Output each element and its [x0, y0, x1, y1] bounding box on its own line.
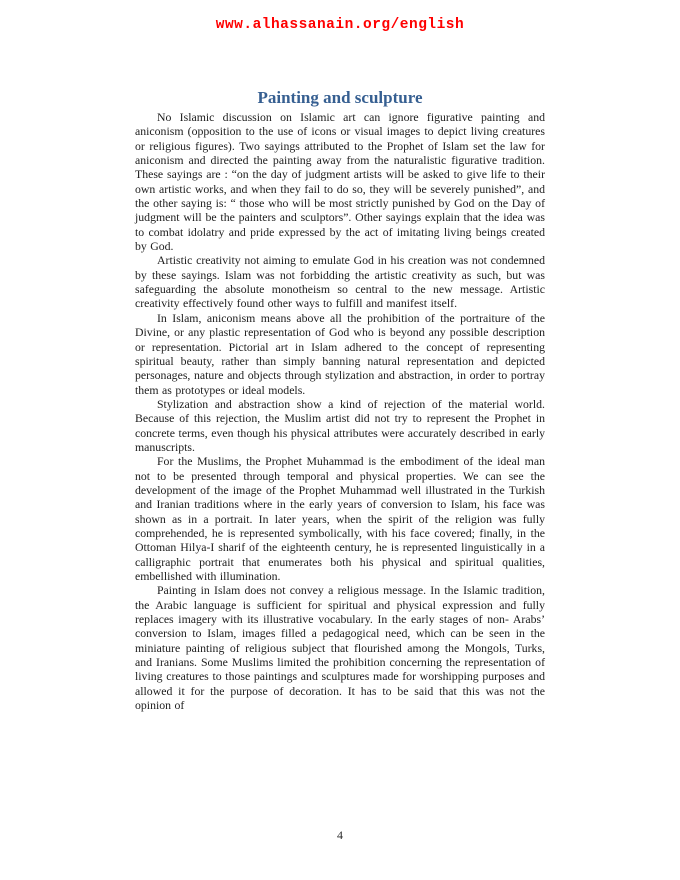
- body-paragraph: Painting in Islam does not convey a religious message. In the Islamic tradition, the Arabic language is sufficient for spiritual and physical expression and fully replaces imagery with its illustrative vocabulary. In the early stages of non- Arabs’ conversion to Islam, images filled a pedagogical need, which can be seen in the miniature painting of religious subject that flourished among the Mongols, Turks, and Iranians. Some Muslims limited the prohibition concerning the representation of living creatures to those paintings and sculptures made for worshipping purposes and allowed it for the purpose of decoration. It has to be said that this was not the opinion of: [135, 583, 545, 713]
- body-paragraph: Stylization and abstraction show a kind of rejection of the material world. Because of this rejection, the Muslim artist did not try to represent the Prophet in concrete terms, even though his physical attributes were accurately described in early manuscripts.: [135, 396, 545, 454]
- page-title: Painting and sculpture: [257, 88, 423, 107]
- body-paragraph: No Islamic discussion on Islamic art can ignore figurative painting and aniconism (opposition to the use of icons or visual images to depict living creatures or religious figures). Two sayings attributed to the Prophet of Islam set the law for aniconism and directed the painting away from the naturalistic figurative tradition. These sayings are : “on the day of judgment artists will be asked to give life to their own artistic works, and when they fail to do so, they will be severely punished”, and the other saying is: “ those who will be most strictly punished by God on the Day of judgment will be the painters and sculptors”. Other sayings explain that the idea was to combat idolatry and pride expressed by the act of imitating living beings created by God.: [135, 110, 545, 254]
- site-header-url: www.alhassanain.org/english: [215, 17, 465, 33]
- page-content: [135, 88, 545, 712]
- body-paragraph: Artistic creativity not aiming to emulate God in his creation was not condemned by these sayings. Islam was not forbidding the artistic creativity as such, but was safeguarding the absolute monotheism so central to the new message. Artistic creativity effectively found other ways to fulfill and manifest itself.: [135, 253, 545, 311]
- body-paragraph: For the Muslims, the Prophet Muhammad is the embodiment of the ideal man not to be presented through temporal and physical properties. We can see the development of the image of the Prophet Muhammad well illustrated in the Turkish and Iranian traditions where in the early years of conversion to Islam, his face was shown as in a portrait. In later years, when the spirit of the religion was fully comprehended, he is represented symbolically, with his face covered; finally, in the Ottoman Hilya-I sharif of the eighteenth century, he is represented linguistically in a calligraphic portrait that enumerates both his physical and spiritual qualities, embellished with illumination.: [135, 454, 545, 583]
- body-paragraph: In Islam, aniconism means above all the prohibition of the portraiture of the Divine, or any plastic representation of God who is beyond any possible description or representation. Pictorial art in Islam adhered to the concept of representing spiritual beauty, rather than simply banning natural representation and depicted personages, nature and objects through stylization and abstraction, in order to portray them as prototypes or ideal models.: [135, 310, 545, 397]
- page-number: 4: [337, 828, 343, 842]
